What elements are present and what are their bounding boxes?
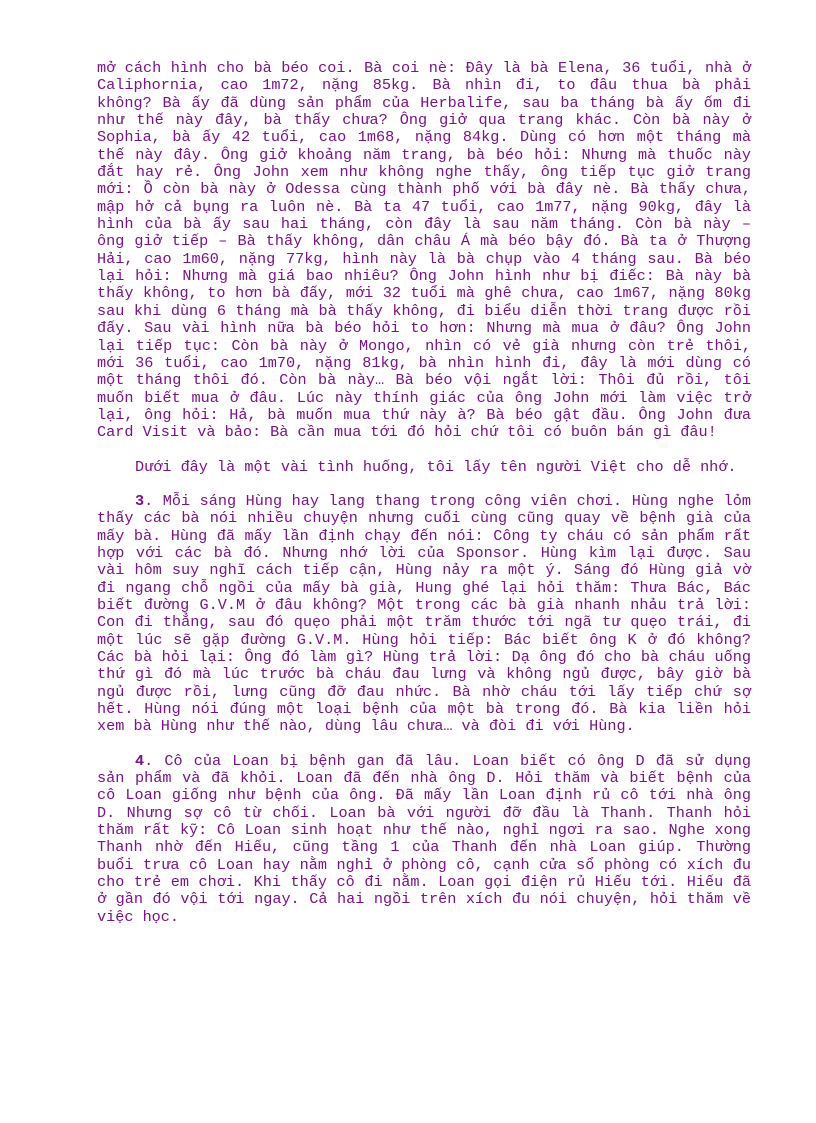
document-page (97, 60, 751, 926)
paragraph-text: . Mỗi sáng Hùng hay lang thang trong công viên chơi. Hùng nghe lỏm thấy các bà nói nhiều chuyện nhưng cuối cùng cũng quay về bệnh già của mấy bà. Hùng đã mấy lần định chạy đến nói: Công ty cháu có sản phẩm rất hợp với các bà đó. Nhưng nhớ lời của Sponsor. Hùng kìm lại được. Sau vài hôm suy nghĩ cách tiếp cận, Hùng nảy ra một ý. Sáng đó Hùng giả vờ đi ngang chỗ ngồi của mấy bà già, Hung ghé lại hỏi thăm: Thưa Bác, Bác biết đường G.V.M ở đâu không? Một trong các bà già nhanh nhảu trả lời: Con đi thẳng, sau đó quẹo phải một trăm thước tới ngã tư quẹo trái, đi một lúc sẽ gặp đường G.V.M. Hùng hỏi tiếp: Bác biết ông K ở đó không? Các bà hỏi lại: Ông đó làm gì? Hùng trả lời: Dạ ông đó cho bà cháu uống thứ gì đó mà lúc trước bà cháu đau lưng và không ngủ được, bây giờ bà ngủ được rồi, lưng cũng đỡ đau nhức. Bà nhờ cháu tới lấy tiếp chứ sợ hết. Hùng nói đúng một loại bệnh của một bà trong đó. Bà kia liền hỏi xem bà Hùng như thế nào, dùng lâu chưa… và đòi đi với Hùng. (97, 491, 751, 736)
story-paragraph-continued (97, 60, 751, 442)
situation-number: 3 (135, 491, 145, 510)
situation-3-paragraph (97, 493, 751, 736)
paragraph-text: mở cách hình cho bà béo coi. Bà coi nè: Đây là bà Elena, 36 tuổi, nhà ở Caliphornia, cao 1m72, nặng 85kg. Bà nhìn đi, to đâu thua bà phải không? Bà ấy đã dùng sản phẩm của Herbalife, sau ba tháng bà ấy ốm đi như thế này đây, bà thấy chưa? Ông giở qua trang khác. Còn bà này ở Sophia, bà ấy 42 tuổi, cao 1m68, nặng 84kg. Dùng có hơn một tháng mà thế này đây. Ông giở khoảng năm trang, bà béo hỏi: Nhưng mà thuốc này đắt hay rẻ. Ông John xem như không nghe thấy, ông tiếp tục giở trang mới: Ồ còn bà này ở Odessa cùng thành phố với bà đây nè. Bà thấy chưa, mập hở cả bụng ra luôn nè. Bà ta 47 tuổi, cao 1m77, nặng 90kg, đây là hình của bà ấy sau hai tháng, còn đây là sau năm tháng. Còn bà này – ông giở tiếp – Bà thấy không, dân châu Á mà béo bậy đó. Bà ta ở Thượng Hải, cao 1m60, nặng 77kg, hình này là bà chụp vào 4 tháng sau. Bà béo lại hỏi: Nhưng mà giá bao nhiêu? Ông John hình như bị điếc: Bà này bà thấy không, to hơn bà đấy, mới 32 tuổi mà ghê chưa, cao 1m67, nặng 80kg sau khi dùng 6 tháng mà bà thấy không, đi biểu diễn thời trang được rồi đấy. Sau vài hình nữa bà béo hỏi to hơn: Nhưng mà mua ở đâu? Ông John lại tiếp tục: Còn bà này ở Mongo, nhìn có vẻ già nhưng còn trẻ thôi, mới 36 tuổi, cao 1m70, nặng 81kg, bà nhìn hình đi, đây là mới dùng có một tháng thôi đó. Còn bà này… Bà béo vội ngắt lời: Thôi đủ rồi, tôi muốn biết mua ở đâu. Lúc này thính giác của ông John mới làm việc trở lại, ông hỏi: Hả, bà muốn mua thứ này à? Bà béo gật đầu. Ông John đưa Card Visit và bảo: Bà cần mua tới đó hỏi chứ tôi có buôn bán gì đâu! (97, 59, 751, 442)
paragraph-text: . Cô của Loan bị bệnh gan đã lâu. Loan biết có ông D đã sử dụng sản phẩm và đã khỏi. Loan đã đến nhà ông D. Hỏi thăm và biết bệnh của cô Loan giống như bệnh của ông. Đã mấy lần Loan định rủ cô tới nhà ông D. Nhưng sợ cô từ chối. Loan bà với người đỡ đầu là Thanh. Thanh hỏi thăm rất kỹ: Cô Loan sinh hoạt như thế nào, nghỉ ngơi ra sao. Nghe xong Thanh nhờ đến Hiếu, cũng tầng 1 của Thanh đến nhà Loan giúp. Thường buổi trưa cô Loan hay nằm nghỉ ở phòng cô, cạnh cửa sổ phòng có xích đu cho trẻ em chơi. Khi thấy cô đi nằm. Loan gọi điện rủ Hiếu tới. Hiếu đã ở gần đó vội tới ngay. Cả hai ngồi trên xích đu nói chuyện, hỏi thăm về việc học. (97, 751, 751, 926)
intro-paragraph (97, 459, 751, 476)
paragraph-text: Dưới đây là một vài tình huống, tôi lấy tên người Việt cho dễ nhớ. (135, 457, 737, 476)
situation-number: 4 (135, 751, 145, 770)
situation-4-paragraph (97, 753, 751, 926)
